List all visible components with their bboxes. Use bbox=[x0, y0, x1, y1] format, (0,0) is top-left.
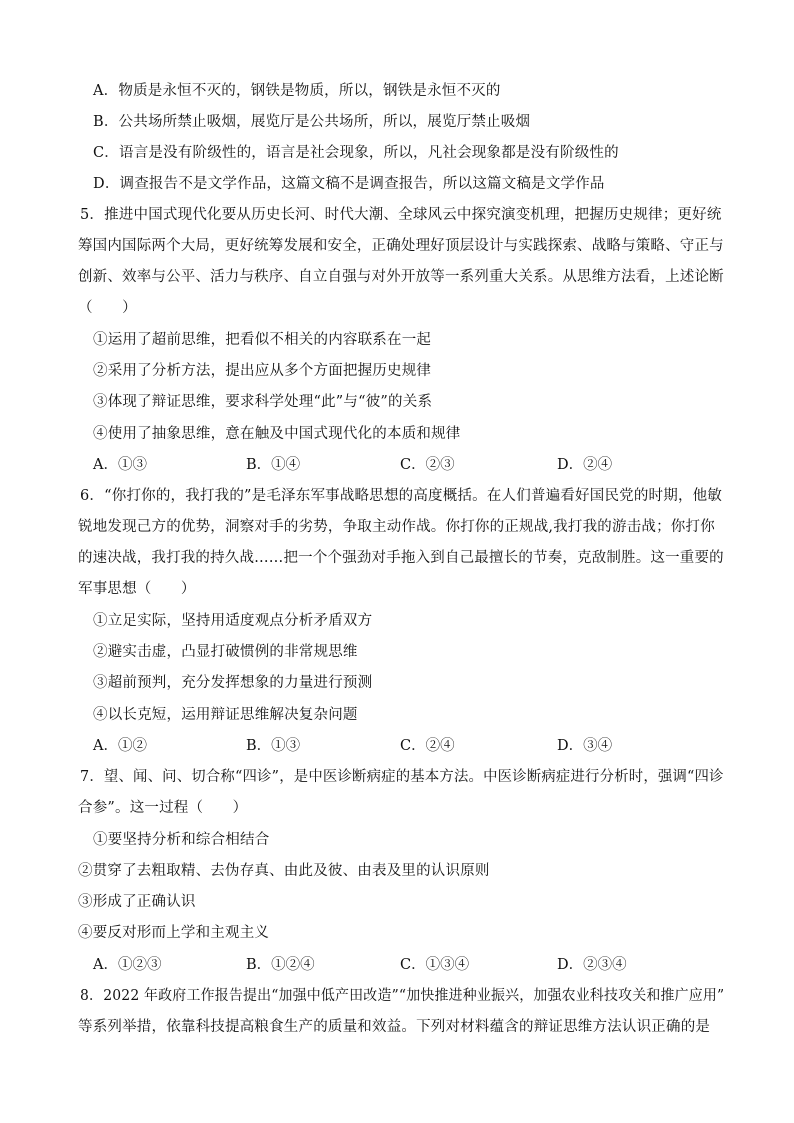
q7-choice-b: B．①②④ bbox=[246, 957, 315, 973]
q5-choice-a: A．①③ bbox=[93, 457, 147, 473]
q6-statement: ①立足实际，坚持用适度观点分析矛盾双方 bbox=[93, 613, 373, 629]
q6-stem-line: 锐地发现己方的优势，洞察对手的劣势，争取主动作战。你打你的正规战,我打我的游击战；你打你 bbox=[78, 519, 715, 535]
q7-statement: ①要坚持分析和综合相结合 bbox=[93, 832, 270, 848]
q6-statement: ③超前预判，充分发挥想象的力量进行预测 bbox=[93, 675, 373, 691]
q7-statement: ③形成了正确认识 bbox=[78, 894, 196, 910]
q4-option-a: A．物质是永恒不灭的，钢铁是物质，所以，钢铁是永恒不灭的 bbox=[93, 83, 501, 99]
q5-choices bbox=[93, 455, 713, 475]
q6-choices bbox=[93, 736, 713, 756]
q7-stem-line: 7．望、闻、问、切合称“四诊”，是中医诊断病症的基本方法。中医诊断病症进行分析时，强调“四诊 bbox=[80, 769, 724, 785]
q5-statement: ④使用了抽象思维，意在触及中国式现代化的本质和规律 bbox=[93, 426, 461, 442]
q7-statement: ④要反对形而上学和主观主义 bbox=[78, 925, 270, 941]
q6-choice-a: A．①② bbox=[93, 738, 147, 754]
q4-option-b: B．公共场所禁止吸烟，展览厅是公共场所，所以，展览厅禁止吸烟 bbox=[93, 114, 531, 130]
q7-statement: ②贯穿了去粗取精、去伪存真、由此及彼、由表及里的认识原则 bbox=[78, 863, 490, 879]
q5-statement: ①运用了超前思维，把看似不相关的内容联系在一起 bbox=[93, 332, 432, 348]
q6-stem-line: 军事思想（ ） bbox=[78, 581, 196, 597]
q6-choice-b: B．①③ bbox=[246, 738, 301, 754]
q4-option-c: C．语言是没有阶级性的，语言是社会现象，所以，凡社会现象都是没有阶级性的 bbox=[93, 145, 619, 161]
q8-stem-line: 8．2022 年政府工作报告提出“加强中低产田改造”“加快推进种业振兴，加强农业科技攻关和推广应用” bbox=[80, 988, 725, 1004]
q6-stem-line: 的速决战，我打我的持久战……把一个个强劲对手拖入到自己最擅长的节奏，克敌制胜。这一重要的 bbox=[78, 550, 724, 566]
q7-stem-line: 合参”。这一过程（ ） bbox=[78, 800, 248, 816]
q7-choice-a: A．①②③ bbox=[93, 957, 162, 973]
q5-choice-b: B．①④ bbox=[246, 457, 301, 473]
q6-choice-c: C．②④ bbox=[400, 738, 455, 754]
q5-choice-d: D．②④ bbox=[557, 457, 613, 473]
q5-statement: ③体现了辩证思维，要求科学处理“此”与“彼”的关系 bbox=[93, 394, 433, 410]
q6-statement: ②避实击虚，凸显打破惯例的非常规思维 bbox=[93, 644, 358, 660]
q5-choice-c: C．②③ bbox=[400, 457, 455, 473]
q5-stem-line: 创新、效率与公平、活力与秩序、自立自强与对外开放等一系列重大关系。从思维方法看，上述论断 bbox=[78, 269, 724, 285]
q5-statement: ②采用了分析方法，提出应从多个方面把握历史规律 bbox=[93, 363, 432, 379]
q5-stem-line: 筹国内国际两个大局，更好统筹发展和安全，正确处理好顶层设计与实践探索、战略与策略、守正与 bbox=[78, 238, 724, 254]
q6-statement: ④以长克短，运用辩证思维解决复杂问题 bbox=[93, 707, 358, 723]
q6-stem-line: 6．“你打你的，我打我的”是毛泽东军事战略思想的高度概括。在人们普遍看好国民党的时期，他敏 bbox=[80, 488, 723, 504]
q5-stem-line: 5．推进中国式现代化要从历史长河、时代大潮、全球风云中探究演变机理，把握历史规律；更好统 bbox=[80, 207, 722, 223]
q6-choice-d: D．③④ bbox=[557, 738, 613, 754]
q7-choice-c: C．①③④ bbox=[400, 957, 470, 973]
q5-stem-line: （ ） bbox=[78, 300, 137, 316]
q7-choices bbox=[93, 955, 713, 975]
q4-option-d: D．调查报告不是文学作品，这篇文稿不是调查报告，所以这篇文稿是文学作品 bbox=[93, 176, 605, 192]
q7-choice-d: D．②③④ bbox=[557, 957, 627, 973]
q8-stem-line: 等系列举措，依靠科技提高粮食生产的质量和效益。下列对材料蕴含的辩证思维方法认识正确的是 bbox=[78, 1019, 711, 1035]
